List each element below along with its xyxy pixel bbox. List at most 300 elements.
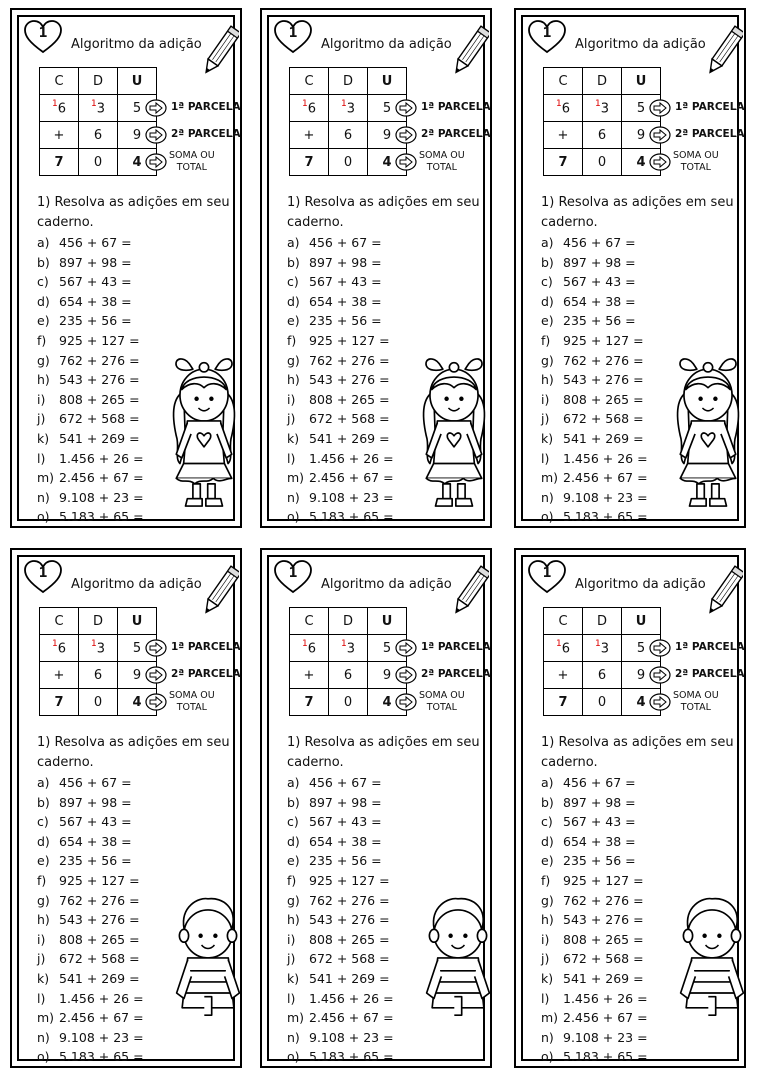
kid-illustration [417, 353, 491, 517]
problem-item [37, 253, 144, 273]
arrow-right-icon [395, 126, 417, 144]
problem-expression: 456 + 67 = [309, 775, 382, 790]
digit: 3 [96, 641, 105, 657]
problem-item [287, 292, 394, 312]
problem-letter: m) [541, 470, 559, 486]
problem-item [541, 773, 648, 793]
cell-u: 4 [118, 689, 157, 716]
problem-letter: a) [37, 235, 50, 250]
place-value-table [289, 607, 407, 716]
cell-u: 9 [368, 122, 407, 149]
problem-item [37, 1028, 144, 1048]
cell-u: 9 [368, 662, 407, 689]
problem-letter: j) [37, 411, 46, 427]
problem-item [37, 891, 144, 911]
problem-item [287, 390, 394, 410]
problem-item [287, 311, 394, 331]
problem-item [287, 507, 394, 527]
kid-illustration [421, 897, 495, 1021]
problem-expression: 541 + 269 = [563, 430, 644, 446]
problem-letter: c) [541, 814, 553, 830]
problem-letter: e) [287, 313, 300, 329]
header-d: D [79, 608, 118, 635]
problem-expression: 543 + 276 = [59, 912, 140, 928]
problem-expression: 808 + 265 = [563, 391, 644, 407]
problem-expression: 897 + 98 = [563, 254, 636, 270]
problem-item [287, 910, 394, 930]
problem-letter: d) [287, 833, 300, 849]
sum-label-line2: TOTAL [176, 162, 207, 173]
carry-mark: 1 [594, 638, 601, 649]
problem-item [37, 272, 144, 292]
problem-letter: j) [541, 951, 550, 967]
carry-mark: 1 [555, 98, 562, 109]
table-header-row [290, 608, 407, 635]
sum-label-line1: SOMA OU [673, 690, 719, 701]
table-row-second-addend [544, 662, 661, 689]
problem-expression: 9.108 + 23 = [309, 489, 394, 505]
table-header-row [544, 68, 661, 95]
sum-label [169, 690, 215, 714]
problem-letter: c) [37, 814, 49, 830]
cell-d [329, 95, 368, 122]
problem-item [287, 351, 394, 371]
arrow-right-icon [649, 666, 671, 684]
problem-letter: k) [37, 970, 50, 986]
problem-letter: g) [287, 892, 300, 908]
problem-letter: b) [37, 794, 50, 810]
problem-expression: 897 + 98 = [59, 254, 132, 270]
cell-u: 4 [368, 689, 407, 716]
problem-letter: b) [541, 254, 554, 270]
cell-c: 7 [40, 689, 79, 716]
problem-item [541, 449, 648, 469]
cell-plus-sign: + [544, 662, 583, 689]
header-d: D [329, 608, 368, 635]
problem-item [541, 891, 648, 911]
problem-item [287, 1008, 394, 1028]
sum-label-line2: TOTAL [176, 702, 207, 713]
header-u: U [368, 608, 407, 635]
card-inner-border [17, 15, 241, 525]
place-value-table [39, 607, 157, 716]
problem-item [37, 910, 144, 930]
problem-expression: 9.108 + 23 = [563, 1029, 648, 1045]
heart-icon [527, 559, 567, 595]
heart-number: 1 [288, 566, 298, 581]
problem-letter: n) [37, 489, 50, 505]
problem-item [287, 891, 394, 911]
problem-item [541, 949, 648, 969]
sum-label-line2: TOTAL [426, 702, 457, 713]
table-row-sum [544, 689, 661, 716]
cell-plus-sign: + [40, 122, 79, 149]
header-d: D [583, 68, 622, 95]
problem-letter: o) [541, 1049, 554, 1065]
table-row-second-addend [290, 122, 407, 149]
pencil-icon [453, 561, 489, 621]
cell-u: 4 [118, 149, 157, 176]
boy-illustration [675, 897, 749, 1017]
problem-item [287, 1047, 394, 1067]
problem-letter: j) [37, 951, 46, 967]
cell-u: 5 [368, 635, 407, 662]
problem-item [541, 253, 648, 273]
problem-item [37, 949, 144, 969]
problem-expression: 235 + 56 = [563, 313, 636, 329]
digit: 6 [57, 641, 66, 657]
problem-item [541, 429, 648, 449]
cell-u: 5 [118, 95, 157, 122]
problem-letter: e) [37, 313, 50, 329]
problem-letter: l) [287, 450, 296, 466]
problem-expression: 808 + 265 = [309, 391, 390, 407]
arrow-right-icon [145, 126, 167, 144]
worksheet-card [10, 548, 242, 1068]
worksheet-card [514, 8, 746, 528]
problem-expression: 456 + 67 = [563, 235, 636, 250]
problem-item [541, 409, 648, 429]
problem-item [287, 871, 394, 891]
problem-item [37, 292, 144, 312]
problem-letter: h) [287, 372, 300, 388]
worksheet-title: Algoritmo da adição [71, 577, 202, 592]
pencil-icon [203, 21, 239, 81]
problem-item [37, 871, 144, 891]
problem-expression: 808 + 265 = [59, 391, 140, 407]
table-header-row [40, 608, 157, 635]
problem-item [37, 429, 144, 449]
problem-letter: k) [541, 430, 554, 446]
problem-letter: i) [541, 931, 550, 947]
problem-expression: 2.456 + 67 = [59, 1010, 144, 1026]
exercise-instruction: 1) Resolva as adições em seu caderno. [541, 735, 734, 770]
problem-letter: c) [37, 274, 49, 290]
cell-plus-sign: + [544, 122, 583, 149]
card-inner-border [267, 15, 491, 525]
table-row-sum [544, 149, 661, 176]
problem-expression: 543 + 276 = [563, 912, 644, 928]
digit: 6 [561, 101, 570, 117]
problem-list [287, 773, 394, 1067]
problem-expression: 672 + 568 = [563, 411, 644, 427]
problem-item [541, 311, 648, 331]
problem-expression: 897 + 98 = [309, 254, 382, 270]
problem-expression: 1.456 + 26 = [59, 450, 144, 466]
cell-plus-sign: + [290, 662, 329, 689]
problem-expression: 543 + 276 = [563, 372, 644, 388]
card-inner-border [521, 555, 745, 1065]
heart-icon [273, 559, 313, 595]
carry-mark: 1 [340, 98, 347, 109]
exercise-instruction: 1) Resolva as adições em seu caderno. [287, 735, 480, 770]
first-addend-label: 1ª PARCELA [675, 641, 745, 653]
problem-letter: f) [541, 332, 551, 348]
cell-plus-sign: + [290, 122, 329, 149]
header-c: C [40, 608, 79, 635]
cell-d: 6 [583, 122, 622, 149]
heart-icon [23, 19, 63, 55]
place-value-table [289, 67, 407, 176]
problem-expression: 5.183 + 65 = [309, 1049, 394, 1065]
problem-item [287, 1028, 394, 1048]
problem-item [37, 449, 144, 469]
problem-expression: 541 + 269 = [59, 970, 140, 986]
place-value-table [543, 67, 661, 176]
problem-letter: n) [287, 1029, 300, 1045]
problem-letter: g) [37, 892, 50, 908]
problem-item [541, 272, 648, 292]
problem-letter: n) [37, 1029, 50, 1045]
problem-letter: n) [287, 489, 300, 505]
problem-expression: 762 + 276 = [309, 352, 390, 368]
arrow-right-icon [395, 639, 417, 657]
problem-expression: 5.183 + 65 = [59, 1049, 144, 1065]
header-u: U [118, 68, 157, 95]
worksheet-title: Algoritmo da adição [71, 37, 202, 52]
cell-d [79, 635, 118, 662]
arrow-right-icon [145, 666, 167, 684]
problem-letter: c) [287, 814, 299, 830]
cell-u: 4 [368, 149, 407, 176]
problem-letter: a) [541, 235, 554, 250]
problem-letter: m) [287, 1010, 305, 1026]
problem-letter: a) [541, 775, 554, 790]
problem-letter: o) [37, 1049, 50, 1065]
problem-expression: 1.456 + 26 = [309, 450, 394, 466]
arrow-right-icon [395, 693, 417, 711]
problem-expression: 654 + 38 = [563, 833, 636, 849]
girl-illustration [167, 353, 241, 513]
boy-illustration [421, 897, 495, 1017]
problem-item [541, 930, 648, 950]
problem-item [287, 429, 394, 449]
card-inner-border [521, 15, 745, 525]
problem-expression: 672 + 568 = [309, 411, 390, 427]
sum-label [673, 150, 719, 174]
cell-d: 0 [79, 149, 118, 176]
cell-d: 6 [79, 122, 118, 149]
problem-expression: 762 + 276 = [59, 352, 140, 368]
problem-item [287, 930, 394, 950]
problem-letter: d) [37, 293, 50, 309]
heart-number: 1 [288, 26, 298, 41]
pencil-icon [707, 21, 743, 81]
table-row-first-addend [544, 95, 661, 122]
problem-expression: 541 + 269 = [309, 430, 390, 446]
arrow-right-icon [649, 693, 671, 711]
problem-letter: c) [541, 274, 553, 290]
cell-d: 0 [583, 689, 622, 716]
problem-item [541, 969, 648, 989]
problem-item [287, 449, 394, 469]
sum-label-line2: TOTAL [680, 162, 711, 173]
cell-c [40, 95, 79, 122]
problem-item [37, 390, 144, 410]
problem-item [287, 272, 394, 292]
girl-illustration [671, 353, 745, 513]
problem-item [541, 871, 648, 891]
kid-illustration [167, 353, 241, 517]
problem-expression: 541 + 269 = [59, 430, 140, 446]
digit: 6 [307, 101, 316, 117]
problem-letter: j) [287, 951, 296, 967]
problem-letter: h) [541, 912, 554, 928]
arrow-right-icon [145, 693, 167, 711]
problem-letter: l) [287, 990, 296, 1006]
sum-label [169, 150, 215, 174]
problem-item [287, 949, 394, 969]
problem-item [37, 507, 144, 527]
header-c: C [290, 608, 329, 635]
heart-icon [527, 19, 567, 55]
problem-letter: j) [541, 411, 550, 427]
problem-expression: 925 + 127 = [563, 872, 644, 888]
problem-letter: l) [37, 450, 46, 466]
girl-illustration [417, 353, 491, 513]
problem-item [37, 468, 144, 488]
arrow-right-icon [145, 639, 167, 657]
cell-u: 5 [118, 635, 157, 662]
table-row-first-addend [40, 95, 157, 122]
problem-letter: k) [37, 430, 50, 446]
problem-item [287, 409, 394, 429]
problem-letter: m) [37, 1010, 55, 1026]
sum-label-line2: TOTAL [426, 162, 457, 173]
problem-letter: o) [287, 509, 300, 525]
problem-expression: 235 + 56 = [563, 853, 636, 869]
pencil-icon [453, 21, 489, 81]
carry-mark: 1 [51, 98, 58, 109]
problem-expression: 808 + 265 = [309, 931, 390, 947]
header-u: U [118, 608, 157, 635]
cell-d [583, 95, 622, 122]
problem-item [287, 331, 394, 351]
table-row-sum [40, 689, 157, 716]
problem-letter: b) [37, 254, 50, 270]
problem-letter: o) [37, 509, 50, 525]
problem-item [37, 331, 144, 351]
cell-d: 6 [583, 662, 622, 689]
carry-mark: 1 [301, 98, 308, 109]
pencil-icon [707, 561, 743, 621]
problem-list [37, 233, 144, 527]
problem-list [541, 233, 648, 527]
place-value-table [543, 607, 661, 716]
problem-item [37, 488, 144, 508]
cell-u: 9 [118, 662, 157, 689]
problem-item [37, 233, 144, 253]
header-c: C [544, 608, 583, 635]
header-d: D [583, 608, 622, 635]
heart-icon [273, 19, 313, 55]
second-addend-label: 2ª PARCELA [171, 668, 241, 680]
problem-item [37, 1047, 144, 1067]
problem-item [541, 488, 648, 508]
problem-expression: 456 + 67 = [563, 775, 636, 790]
problem-expression: 541 + 269 = [309, 970, 390, 986]
problem-expression: 2.456 + 67 = [59, 470, 144, 486]
worksheet-title: Algoritmo da adição [575, 37, 706, 52]
problem-letter: f) [37, 332, 47, 348]
heart-number: 1 [542, 566, 552, 581]
table-row-first-addend [290, 95, 407, 122]
cell-d: 6 [79, 662, 118, 689]
boy-illustration [171, 897, 245, 1017]
problem-letter: n) [541, 489, 554, 505]
problem-letter: a) [287, 775, 300, 790]
cell-u: 9 [622, 122, 661, 149]
digit: 6 [57, 101, 66, 117]
arrow-right-icon [145, 99, 167, 117]
exercise-instruction: 1) Resolva as adições em seu caderno. [37, 195, 230, 230]
problem-expression: 1.456 + 26 = [563, 990, 648, 1006]
cell-c: 7 [290, 689, 329, 716]
header-c: C [290, 68, 329, 95]
table-row-sum [290, 689, 407, 716]
digit: 3 [600, 101, 609, 117]
problem-expression: 925 + 127 = [309, 332, 390, 348]
kid-illustration [171, 897, 245, 1021]
problem-item [541, 390, 648, 410]
cell-d: 0 [329, 149, 368, 176]
exercise-instruction: 1) Resolva as adições em seu caderno. [287, 195, 480, 230]
problem-item [541, 351, 648, 371]
place-value-table [39, 67, 157, 176]
problem-letter: m) [287, 470, 305, 486]
problem-item [37, 1008, 144, 1028]
problem-item [541, 989, 648, 1009]
table-header-row [290, 68, 407, 95]
cell-c [290, 95, 329, 122]
cell-u: 9 [118, 122, 157, 149]
cell-c: 7 [544, 149, 583, 176]
problem-letter: n) [541, 1029, 554, 1045]
problem-item [541, 331, 648, 351]
problem-expression: 235 + 56 = [309, 313, 382, 329]
problem-letter: b) [541, 794, 554, 810]
cell-c [290, 635, 329, 662]
problem-letter: f) [287, 332, 297, 348]
arrow-right-icon [649, 639, 671, 657]
problem-letter: o) [541, 509, 554, 525]
arrow-right-icon [649, 99, 671, 117]
problem-expression: 897 + 98 = [563, 794, 636, 810]
problem-expression: 925 + 127 = [563, 332, 644, 348]
problem-item [541, 1008, 648, 1028]
kid-illustration [671, 353, 745, 517]
problem-expression: 567 + 43 = [563, 814, 636, 830]
worksheet-card [10, 8, 242, 528]
problem-item [287, 233, 394, 253]
problem-expression: 925 + 127 = [59, 332, 140, 348]
cell-u: 4 [622, 689, 661, 716]
problem-expression: 654 + 38 = [59, 833, 132, 849]
problem-item [287, 812, 394, 832]
problem-letter: g) [37, 352, 50, 368]
problem-item [541, 370, 648, 390]
problem-item [37, 409, 144, 429]
digit: 6 [307, 641, 316, 657]
header-u: U [622, 68, 661, 95]
problem-expression: 5.183 + 65 = [309, 509, 394, 525]
problem-expression: 672 + 568 = [59, 411, 140, 427]
problem-expression: 654 + 38 = [309, 833, 382, 849]
problem-item [37, 812, 144, 832]
cell-c [40, 635, 79, 662]
problem-item [541, 507, 648, 527]
digit: 3 [346, 101, 355, 117]
